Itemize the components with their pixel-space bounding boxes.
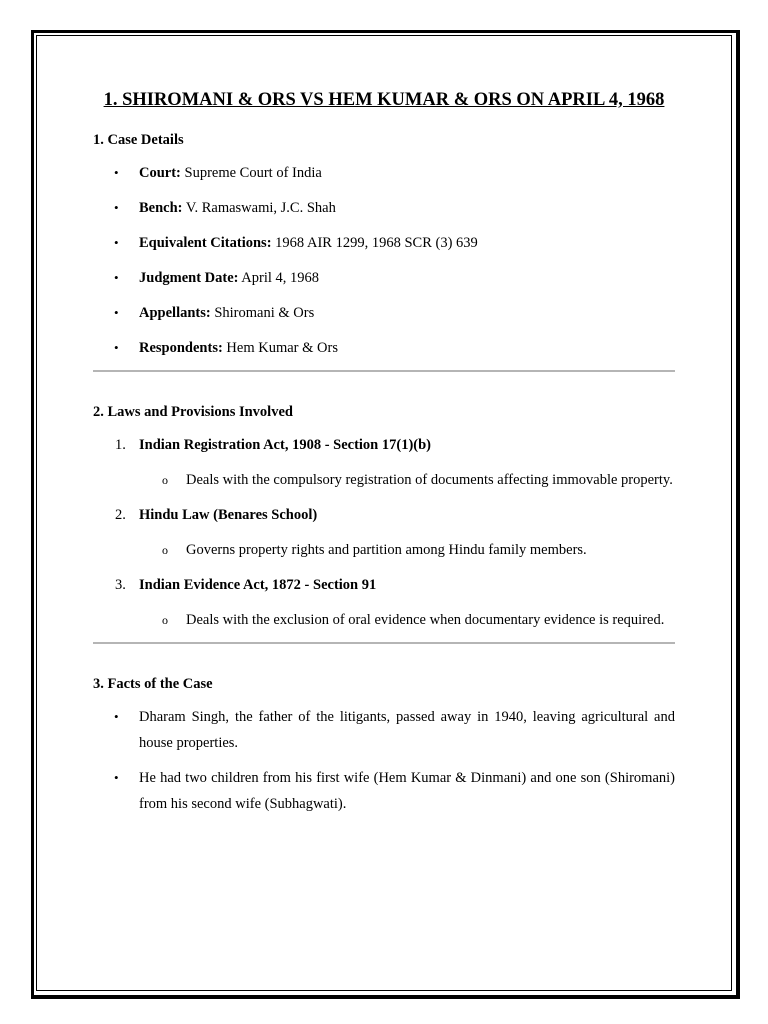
item-number: 1. <box>115 437 126 453</box>
law-detail: Deals with the exclusion of oral evidence when documentary evidence is required. <box>186 612 665 628</box>
field-label: Appellants: <box>139 305 211 321</box>
law-title: Indian Registration Act, 1908 - Section 17(1)(b) <box>139 437 432 453</box>
list-item <box>93 765 675 817</box>
list-item <box>93 432 675 493</box>
horizontal-divider <box>93 642 675 644</box>
field-label: Judgment Date: <box>139 270 239 286</box>
case-details-list <box>93 160 675 361</box>
sub-list-item <box>93 607 675 633</box>
field-label: Equivalent Citations: <box>139 235 272 251</box>
sub-bullet-icon: o <box>162 473 168 487</box>
section-heading-case-details: 1. Case Details <box>93 132 184 148</box>
field-value: V. Ramaswami, J.C. Shah <box>182 200 336 216</box>
bullet-icon: • <box>114 709 119 724</box>
bullet-icon: • <box>114 305 119 320</box>
horizontal-divider <box>93 370 675 372</box>
bullet-icon: • <box>114 340 119 355</box>
item-number: 3. <box>115 577 126 593</box>
section-heading-facts: 3. Facts of the Case <box>93 676 213 692</box>
field-value: Shiromani & Ors <box>210 305 315 321</box>
bullet-icon: • <box>114 200 119 215</box>
fact-text: He had two children from his first wife (Hem Kumar & Dinmani) and one son (Shiromani) from his second wife (Subhagwati). <box>139 770 675 812</box>
list-item <box>93 300 675 326</box>
law-detail: Governs property rights and partition among Hindu family members. <box>186 542 587 558</box>
laws-list <box>93 432 675 633</box>
sub-bullet-icon: o <box>162 613 168 627</box>
sub-bullet-icon: o <box>162 543 168 557</box>
list-item <box>93 704 675 756</box>
list-item <box>93 160 675 186</box>
field-label: Court: <box>139 165 181 181</box>
bullet-icon: • <box>114 270 119 285</box>
section-heading-laws: 2. Laws and Provisions Involved <box>93 404 293 420</box>
bullet-icon: • <box>114 235 119 250</box>
list-item <box>93 572 675 633</box>
facts-list <box>93 704 675 817</box>
bullet-icon: • <box>114 770 119 785</box>
sub-list-item <box>93 467 675 493</box>
law-detail: Deals with the compulsory registration of documents affecting immovable property. <box>186 472 673 488</box>
sub-list-item <box>93 537 675 563</box>
document-body <box>93 84 675 826</box>
field-value: April 4, 1968 <box>238 270 320 286</box>
document-title: 1. SHIROMANI & ORS VS HEM KUMAR & ORS ON APRIL 4, 1968 <box>103 90 665 110</box>
law-title: Hindu Law (Benares School) <box>139 507 318 523</box>
list-item <box>93 265 675 291</box>
bullet-icon: • <box>114 165 119 180</box>
fact-text: Dharam Singh, the father of the litigants, passed away in 1940, leaving agricultural and house properties. <box>139 709 675 751</box>
list-item <box>93 230 675 256</box>
item-number: 2. <box>115 507 126 523</box>
law-title: Indian Evidence Act, 1872 - Section 91 <box>139 577 377 593</box>
field-value: Hem Kumar & Ors <box>222 340 338 356</box>
field-value: Supreme Court of India <box>180 165 322 181</box>
list-item <box>93 502 675 563</box>
list-item <box>93 195 675 221</box>
field-label: Respondents: <box>139 340 223 356</box>
field-value: 1968 AIR 1299, 1968 SCR (3) 639 <box>271 235 478 251</box>
field-label: Bench: <box>139 200 183 216</box>
list-item <box>93 335 675 361</box>
